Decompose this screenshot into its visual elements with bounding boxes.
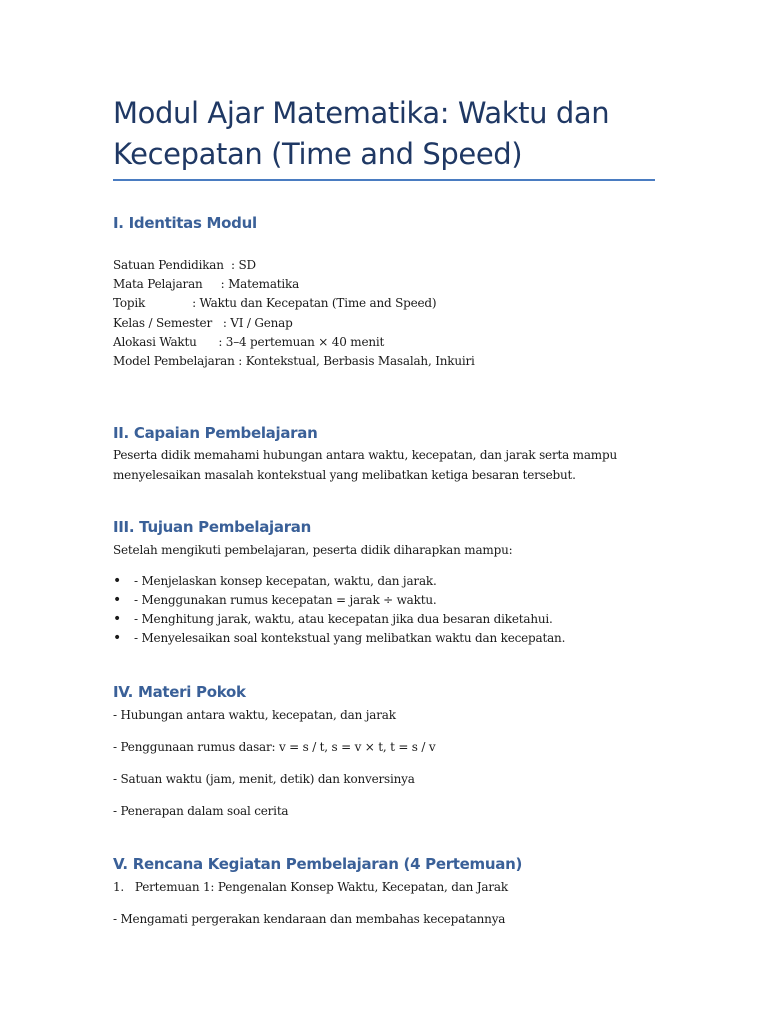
bullet-icon: • (113, 630, 122, 646)
list-item-text: - Menggunakan rumus kecepatan = jarak ÷ waktu. (134, 593, 437, 607)
materi-item: - Penerapan dalam soal cerita (113, 804, 289, 818)
heading-tujuan: III. Tujuan Pembelajaran (113, 518, 312, 536)
heading-identitas: I. Identitas Modul (113, 214, 257, 232)
identity-line: Topik : Waktu dan Kecepatan (Time and Speed) (113, 296, 437, 310)
title-divider (113, 179, 655, 181)
materi-item: - Hubungan antara waktu, kecepatan, dan jarak (113, 708, 396, 722)
list-item-text: - Menjelaskan konsep kecepatan, waktu, dan jarak. (134, 574, 437, 588)
bullet-icon: • (113, 611, 122, 627)
paragraph-line: Setelah mengikuti pembelajaran, peserta didik diharapkan mampu: (113, 543, 513, 557)
materi-item: - Satuan waktu (jam, menit, detik) dan konversinya (113, 772, 415, 786)
identity-line: Alokasi Waktu : 3–4 pertemuan × 40 menit (113, 335, 385, 349)
list-item-text: - Menghitung jarak, waktu, atau kecepatan jika dua besaran diketahui. (134, 612, 553, 626)
identity-line: Mata Pelajaran : Matematika (113, 277, 300, 291)
document-title: Modul Ajar Matematika: Waktu dan Kecepatan (Time and Speed) (113, 96, 610, 171)
identity-line: Kelas / Semester : VI / Genap (113, 316, 293, 330)
heading-capaian: II. Capaian Pembelajaran (113, 424, 318, 442)
heading-rencana: V. Rencana Kegiatan Pembelajaran (4 Pertemuan) (113, 855, 523, 873)
numbered-item: 1. Pertemuan 1: Pengenalan Konsep Waktu, Kecepatan, dan Jarak (113, 880, 508, 894)
bullet-icon: • (113, 573, 122, 589)
identity-line: Satuan Pendidikan : SD (113, 258, 256, 272)
identity-line: Model Pembelajaran : Kontekstual, Berbasis Masalah, Inkuiri (113, 354, 475, 368)
paragraph-line: Peserta didik memahami hubungan antara waktu, kecepatan, dan jarak serta mampu (113, 448, 617, 462)
list-item-text: - Menyelesaikan soal kontekstual yang melibatkan waktu dan kecepatan. (134, 631, 566, 645)
materi-item: - Penggunaan rumus dasar: v = s / t, s = v × t, t = s / v (113, 740, 436, 754)
heading-materi: IV. Materi Pokok (113, 683, 246, 701)
paragraph-line: menyelesaikan masalah kontekstual yang melibatkan ketiga besaran tersebut. (113, 468, 576, 482)
document-page (113, 0, 658, 1024)
bullet-icon: • (113, 592, 122, 608)
activity-line: - Mengamati pergerakan kendaraan dan membahas kecepatannya (113, 912, 506, 926)
